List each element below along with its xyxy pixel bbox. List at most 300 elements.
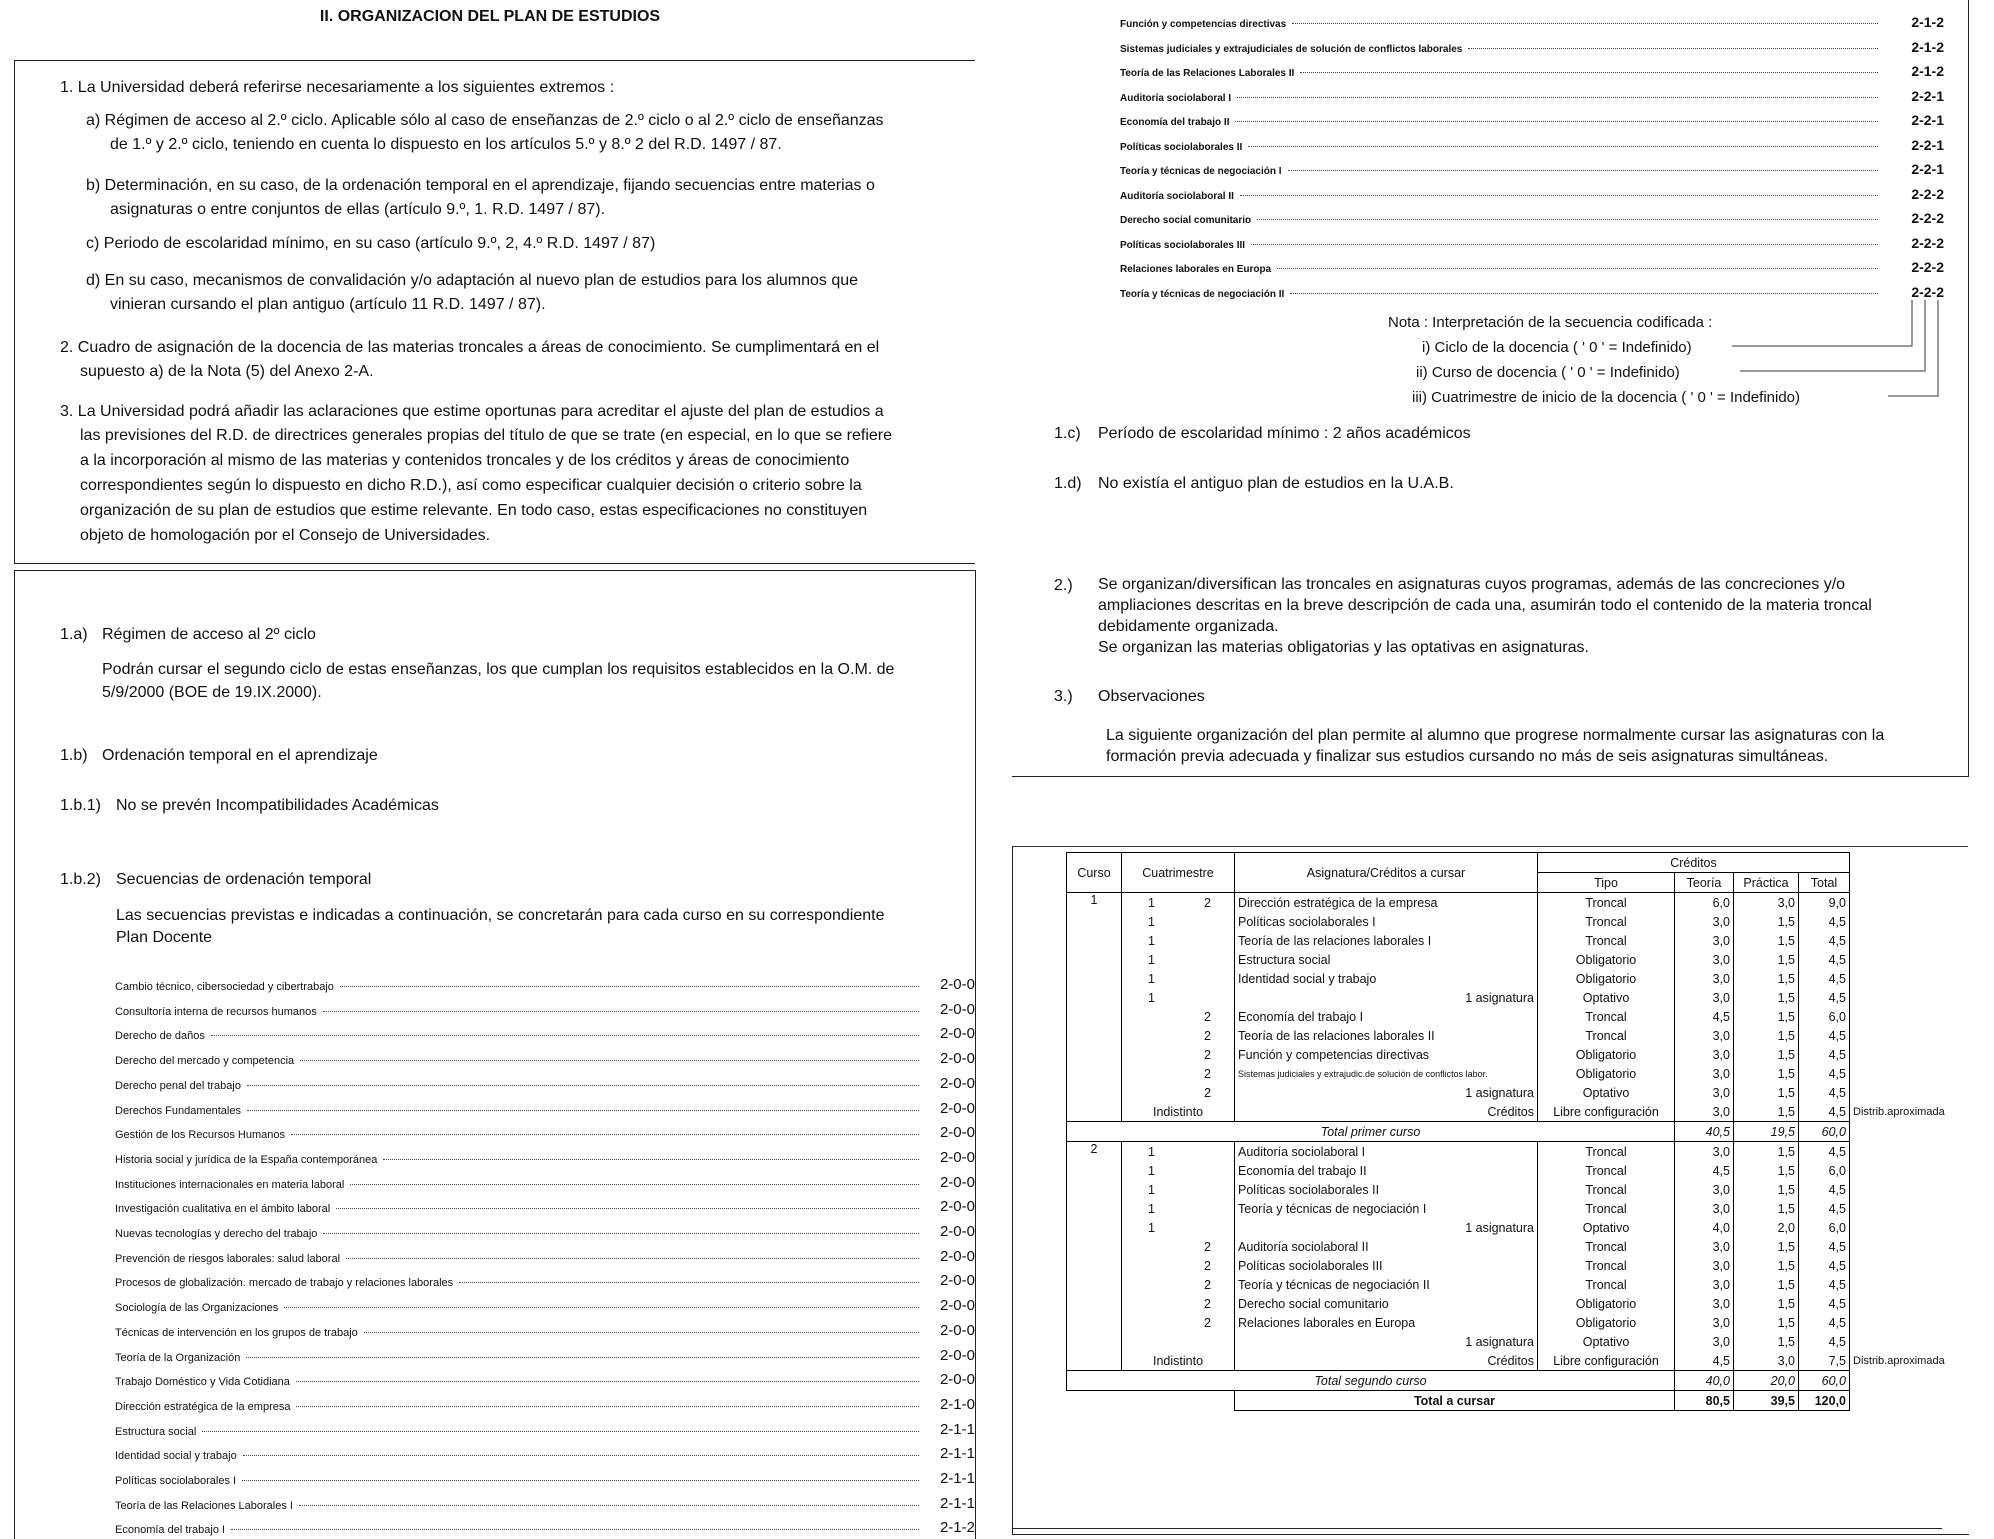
dot-leader — [383, 1159, 919, 1160]
table-row — [1067, 1161, 1949, 1180]
sequence-code: 2-0-0 — [939, 1223, 975, 1240]
asignatura-cell: Teoría de las relaciones laborales I — [1235, 931, 1538, 950]
sequence-row — [1120, 55, 1944, 79]
dot-leader — [1235, 121, 1878, 122]
curso-cell: 2 — [1067, 1142, 1122, 1371]
teoria-cell: 3,0 — [1675, 1142, 1734, 1162]
dot-leader — [323, 1011, 919, 1012]
practica-cell: 3,0 — [1734, 1351, 1799, 1371]
nota-ii: ii) Curso de docencia ( ' 0 ' = Indefinido) — [1416, 364, 1680, 381]
table-row — [1067, 1294, 1949, 1313]
header-curso: Curso — [1067, 853, 1122, 893]
s1b1-title: No se prevén Incompatibilidades Académicas — [116, 797, 439, 814]
sequence-name: Sistemas judiciales y extrajudiciales de solución de conflictos laborales — [1120, 43, 1463, 55]
cuatrimestre-cell: 2 — [1181, 1313, 1234, 1332]
item-1b-line2: asignaturas o entre conjuntos de ellas (artículo 9.º, 1. R.D. 1497 / 87). — [110, 201, 606, 218]
sequence-name: Economía del trabajo II — [1120, 117, 1230, 128]
teoria-cell: 3,0 — [1675, 1064, 1734, 1083]
total-cell: 4,5 — [1799, 988, 1850, 1007]
item-3-line5: organización de su plan de estudios que estime relevante. En todo caso, estas especificaciones no constituyen — [80, 502, 868, 519]
dot-leader — [1300, 72, 1878, 73]
practica-cell: 2,0 — [1734, 1218, 1799, 1237]
total-cell: 4,5 — [1799, 1045, 1850, 1064]
s1d-text: No existía el antiguo plan de estudios en la U.A.B. — [1098, 475, 1454, 492]
practica-cell: 1,5 — [1734, 1313, 1799, 1332]
cuatrimestre-cell: 1 — [1148, 1182, 1155, 1197]
practica-cell: 1,5 — [1734, 1083, 1799, 1102]
s3-line2: formación previa adecuada y finalizar sus estudios cursando no más de seis asignaturas simultáneas. — [1106, 748, 1829, 765]
practica-cell: 1,5 — [1734, 1237, 1799, 1256]
cuatrimestre-cell — [1122, 1294, 1182, 1313]
dot-leader — [346, 1258, 919, 1259]
sequence-name: Instituciones internacionales en materia laboral — [115, 1178, 345, 1191]
cuatrimestre-cell — [1122, 1083, 1182, 1102]
cuatrimestre-cell — [1122, 1313, 1182, 1332]
total-label: Total a cursar — [1235, 1391, 1675, 1411]
practica-cell: 1,5 — [1734, 1180, 1799, 1199]
total-cell: 4,5 — [1799, 1180, 1850, 1199]
total-cell: 4,5 — [1799, 1142, 1850, 1162]
sequence-row — [115, 1241, 975, 1265]
asignatura-cell: Teoría y técnicas de negociación I — [1235, 1199, 1538, 1218]
dot-leader — [1288, 170, 1878, 171]
sequence-code: 2-2-1 — [1911, 87, 1944, 104]
sequence-row — [115, 1488, 975, 1512]
total-cell: 4,5 — [1799, 1275, 1850, 1294]
sequence-code: 2-0-0 — [939, 1198, 975, 1216]
total-row — [1067, 1122, 1949, 1142]
sequence-code: 2-2-1 — [1911, 112, 1944, 128]
table-row — [1067, 1142, 1949, 1162]
header-cuatrimestre: Cuatrimestre — [1122, 853, 1235, 893]
cuatrimestre-cell: 1 — [1148, 971, 1155, 986]
sequence-row — [115, 1068, 975, 1092]
sequence-name: Derecho de daños — [115, 1030, 205, 1043]
dot-leader — [1277, 268, 1878, 269]
sequence-code: 2-1-1 — [939, 1420, 975, 1438]
nota-i: i) Ciclo de la docencia ( ' 0 ' = Indefinido) — [1422, 339, 1692, 356]
table-row — [1067, 1083, 1949, 1102]
total-cell: 4,5 — [1799, 1313, 1850, 1332]
sequence-name: Dirección estratégica de la empresa — [115, 1400, 291, 1413]
tipo-cell: Troncal — [1538, 1026, 1675, 1045]
teoria-cell: 3,0 — [1675, 988, 1734, 1007]
practica-cell: 1,5 — [1734, 1275, 1799, 1294]
asignatura-cell: Auditoría sociolaboral II — [1235, 1237, 1538, 1256]
practica-cell: 1,5 — [1734, 1332, 1799, 1351]
dot-leader — [340, 986, 919, 987]
sequence-code: 2-0-0 — [939, 1247, 975, 1265]
sequence-code: 2-0-0 — [939, 1025, 975, 1043]
cuatrimestre-cell: 2 — [1181, 1275, 1234, 1294]
total-cell: 9,0 — [1799, 893, 1850, 913]
practica-cell: 1,5 — [1734, 988, 1799, 1007]
header-teoria: Teoría — [1675, 873, 1734, 893]
total-cell: 4,5 — [1799, 931, 1850, 950]
item-1c: c) Periodo de escolaridad mínimo, en su caso (artículo 9.º, 2, 4.º R.D. 1497 / 87) — [86, 235, 656, 252]
credits-table — [1066, 852, 1949, 1411]
cuatrimestre-cell — [1122, 1256, 1182, 1275]
total-practica: 39,5 — [1734, 1391, 1799, 1411]
teoria-cell: 3,0 — [1675, 1294, 1734, 1313]
tipo-cell: Optativo — [1538, 1218, 1675, 1237]
s2-line1: Se organizan/diversifican las troncales en asignaturas cuyos programas, además de las concreciones y/o — [1098, 576, 1846, 593]
dot-leader — [1251, 244, 1878, 245]
sequence-name: Sociología de las Organizaciones — [115, 1302, 279, 1315]
sequence-name: Economía del trabajo I — [115, 1524, 226, 1537]
sequence-code: 2-1-2 — [1911, 63, 1944, 79]
cuatrimestre-cell: 2 — [1181, 893, 1234, 913]
dot-leader — [211, 1035, 919, 1036]
s1d-label: 1.d) — [1054, 475, 1082, 492]
teoria-cell: 4,5 — [1675, 1007, 1734, 1026]
sequence-name: Gestión de los Recursos Humanos — [115, 1129, 285, 1142]
asignatura-cell: Teoría y técnicas de negociación II — [1235, 1275, 1538, 1294]
sequence-code: 2-2-1 — [1911, 161, 1944, 177]
tipo-cell: Obligatorio — [1538, 1045, 1675, 1064]
dot-leader — [296, 1381, 919, 1382]
tipo-cell: Troncal — [1538, 1142, 1675, 1162]
tipo-cell: Optativo — [1538, 1083, 1675, 1102]
sequence-code: 2-1-0 — [939, 1395, 975, 1413]
sequence-row — [115, 1414, 975, 1438]
item-3-line6: objeto de homologación por el Consejo de Universidades. — [80, 527, 491, 544]
tipo-cell: Optativo — [1538, 988, 1675, 1007]
cuatrimestre-cell — [1122, 1064, 1182, 1083]
libre-configuracion-row — [1067, 1102, 1949, 1122]
cuatrimestre-cell — [1181, 950, 1234, 969]
asignatura-cell: Políticas sociolaborales II — [1235, 1180, 1538, 1199]
sequence-row — [1120, 31, 1944, 55]
table-row — [1067, 950, 1949, 969]
s1b-label: 1.b) — [60, 747, 88, 764]
distrib-note: Distrib.aproximada — [1853, 1105, 1945, 1118]
table-box-bottom-line — [1012, 1528, 1942, 1529]
sequence-name: Nuevas tecnologías y derecho del trabajo — [115, 1228, 318, 1240]
sequence-row — [115, 1018, 975, 1042]
sequence-name: Consultoría interna de recursos humanos — [115, 1005, 317, 1018]
s1a-label: 1.a) — [60, 626, 88, 643]
sequence-row — [1120, 6, 1944, 30]
sequence-name: Prevención de riesgos laborales: salud laboral — [115, 1252, 341, 1265]
header-tipo: Tipo — [1538, 873, 1675, 893]
table-row — [1067, 1313, 1949, 1332]
sequence-row — [115, 1389, 975, 1413]
cuatrimestre-cell — [1181, 988, 1234, 1007]
asignatura-cell: Sistemas judiciales y extrajudic.de solución de conflictos labor. — [1235, 1064, 1538, 1083]
dot-leader — [364, 1332, 919, 1333]
table-row — [1067, 931, 1949, 950]
total-cell: 6,0 — [1799, 1161, 1850, 1180]
total-row — [1067, 1391, 1949, 1411]
sequence-code: 2-1-1 — [939, 1445, 975, 1463]
indistinto-cell: Indistinto — [1122, 1102, 1235, 1122]
cuatrimestre-cell — [1122, 1045, 1182, 1064]
sequence-row — [115, 1117, 975, 1141]
sequence-code: 2-2-2 — [1911, 210, 1944, 226]
cuatrimestre-cell — [1181, 912, 1234, 931]
s1a-body1: Podrán cursar el segundo ciclo de estas enseñanzas, los que cumplan los requisitos establecidos en la O.M. de — [102, 661, 895, 678]
cuatrimestre-cell — [1181, 1199, 1234, 1218]
indistinto-cell: Indistinto — [1122, 1351, 1235, 1371]
dot-leader — [1240, 195, 1878, 196]
total-cell: 4,5 — [1799, 950, 1850, 969]
tipo-cell: Troncal — [1538, 1007, 1675, 1026]
dot-leader — [299, 1505, 919, 1506]
s1c-text: Período de escolaridad mínimo : 2 años académicos — [1098, 425, 1471, 442]
sequence-row — [115, 1216, 975, 1240]
table-row — [1067, 1064, 1949, 1083]
page-title: II. ORGANIZACION DEL PLAN DE ESTUDIOS — [319, 8, 661, 25]
cuatrimestre-cell: 2 — [1181, 1256, 1234, 1275]
nota-iii: iii) Cuatrimestre de inicio de la docencia ( ' 0 ' = Indefinido) — [1412, 389, 1801, 406]
tipo-cell: Obligatorio — [1538, 1064, 1675, 1083]
cuatrimestre-cell — [1181, 1218, 1234, 1237]
teoria-cell: 3,0 — [1675, 1026, 1734, 1045]
sequence-row — [1120, 153, 1944, 177]
sequence-row — [115, 1315, 975, 1339]
cuatrimestre-cell — [1122, 1237, 1182, 1256]
teoria-cell: 3,0 — [1675, 1237, 1734, 1256]
dot-leader — [459, 1282, 919, 1283]
total-cell: 4,5 — [1799, 1026, 1850, 1045]
asignatura-cell: Créditos — [1235, 1351, 1538, 1371]
item-3-line3: a la incorporación al mismo de las materias y contenidos troncales y de los créditos y áreas de conocimiento — [80, 452, 850, 469]
teoria-cell: 6,0 — [1675, 893, 1734, 913]
teoria-cell: 3,0 — [1675, 1045, 1734, 1064]
asignatura-cell: Derecho social comunitario — [1235, 1294, 1538, 1313]
sequence-name: Función y competencias directivas — [1120, 19, 1287, 30]
nota-title: Nota : Interpretación de la secuencia codificada : — [1388, 314, 1713, 331]
cuatrimestre-cell: 1 — [1148, 1220, 1155, 1235]
table-row — [1067, 893, 1949, 913]
cuatrimestre-cell — [1122, 1007, 1182, 1026]
total-teoria: 40,0 — [1675, 1371, 1734, 1391]
cuatrimestre-cell — [1181, 969, 1234, 988]
tipo-cell: Troncal — [1538, 1237, 1675, 1256]
sequence-code: 2-0-0 — [939, 1272, 975, 1290]
practica-cell: 1,5 — [1734, 931, 1799, 950]
dot-leader — [247, 1110, 919, 1111]
sequence-code: 2-0-0 — [939, 1148, 975, 1166]
cuatrimestre-cell: 2 — [1181, 1237, 1234, 1256]
item-1d-line2: vinieran cursando el plan antiguo (artículo 11 R.D. 1497 / 87). — [110, 296, 546, 313]
dot-leader — [284, 1307, 919, 1308]
dot-leader — [242, 1480, 919, 1481]
dot-leader — [1292, 23, 1878, 24]
practica-cell: 1,5 — [1734, 1026, 1799, 1045]
cuatrimestre-cell — [1122, 1275, 1182, 1294]
total-cell: 7,5 — [1799, 1351, 1850, 1371]
sequence-row — [1120, 129, 1944, 153]
sequence-row — [115, 1438, 975, 1462]
sequence-code: 2-1-2 — [1911, 14, 1944, 30]
practica-cell: 1,5 — [1734, 1007, 1799, 1026]
asignatura-cell: Estructura social — [1235, 950, 1538, 969]
table-row — [1067, 1026, 1949, 1045]
dot-leader — [291, 1134, 919, 1135]
s2-line2: ampliaciones descritas en la breve descripción de cada una, asumirán todo el contenido de la materia troncal — [1098, 597, 1872, 614]
s2-line4: Se organizan las materias obligatorias y las optativas en asignaturas. — [1098, 639, 1589, 656]
cuatrimestre-cell — [1122, 1332, 1182, 1351]
table-row — [1067, 1045, 1949, 1064]
table-row — [1067, 1218, 1949, 1237]
s1b1-label: 1.b.1) — [60, 797, 101, 814]
practica-cell: 1,5 — [1734, 1102, 1799, 1122]
sequence-row — [1120, 104, 1944, 128]
table-row — [1067, 912, 1949, 931]
tipo-cell: Optativo — [1538, 1332, 1675, 1351]
table-row — [1067, 969, 1949, 988]
cuatrimestre-cell: 1 — [1148, 952, 1155, 967]
cuatrimestre-cell: 1 — [1148, 990, 1155, 1005]
cuatrimestre-cell: 2 — [1181, 1294, 1234, 1313]
item-1a-line2: de 1.º y 2.º ciclo, teniendo en cuenta lo dispuesto en los artículos 5.º y 8.º 2 del R.D. 1497 / 87. — [110, 136, 782, 153]
tipo-cell: Obligatorio — [1538, 969, 1675, 988]
total-cell: 4,5 — [1799, 1064, 1850, 1083]
sequence-name: Derecho penal del trabajo — [115, 1079, 241, 1092]
cuatrimestre-cell — [1122, 1026, 1182, 1045]
sequence-name: Investigación cualitativa en el ámbito laboral — [115, 1203, 331, 1216]
libre-configuracion-row — [1067, 1351, 1949, 1371]
dot-leader — [202, 1431, 919, 1432]
practica-cell: 1,5 — [1734, 1064, 1799, 1083]
teoria-cell: 3,0 — [1675, 1199, 1734, 1218]
practica-cell: 1,5 — [1734, 950, 1799, 969]
item-2-line2: supuesto a) de la Nota (5) del Anexo 2-A. — [80, 363, 374, 380]
tipo-cell: Troncal — [1538, 1256, 1675, 1275]
sequence-name: Técnicas de intervención en los grupos de trabajo — [115, 1326, 358, 1339]
sequence-name: Identidad social y trabajo — [115, 1450, 237, 1463]
header-creditos: Créditos — [1538, 853, 1850, 873]
sequence-code: 2-1-2 — [939, 1519, 975, 1537]
total-teoria: 40,5 — [1675, 1122, 1734, 1142]
table-row — [1067, 1180, 1949, 1199]
item-1a-line1: a) Régimen de acceso al 2.º ciclo. Aplicable sólo al caso de enseñanzas de 2.º ciclo o al 2.º ciclo de enseñanzas — [86, 112, 884, 129]
asignatura-cell: Auditoría sociolaboral I — [1235, 1142, 1538, 1162]
teoria-cell: 3,0 — [1675, 1332, 1734, 1351]
sequence-name: Relaciones laborales en Europa — [1120, 264, 1272, 275]
sequence-row — [115, 1265, 975, 1289]
total-total: 120,0 — [1799, 1391, 1850, 1411]
sequence-row — [115, 1093, 975, 1117]
cuatrimestre-cell: 2 — [1181, 1026, 1234, 1045]
dot-leader — [231, 1529, 919, 1530]
table-row — [1067, 1332, 1949, 1351]
s3-label: 3.) — [1054, 688, 1073, 705]
sequence-name: Procesos de globalización. mercado de trabajo y relaciones laborales — [115, 1277, 454, 1290]
dot-leader — [323, 1233, 919, 1234]
practica-cell: 1,5 — [1734, 1142, 1799, 1162]
table-row — [1067, 1256, 1949, 1275]
cuatrimestre-cell — [1181, 1332, 1234, 1351]
tipo-cell: Troncal — [1538, 931, 1675, 950]
s3-title: Observaciones — [1098, 688, 1205, 705]
table-row — [1067, 1007, 1949, 1026]
sequence-name: Cambio técnico, cibersociedad y cibertrabajo — [115, 981, 334, 993]
sequence-row — [115, 1364, 975, 1388]
header-practica: Práctica — [1734, 873, 1799, 893]
total-total: 60,0 — [1799, 1371, 1850, 1391]
cuatrimestre-cell: 1 — [1148, 1201, 1155, 1216]
table-row — [1067, 1275, 1949, 1294]
total-cell: 4,5 — [1799, 1256, 1850, 1275]
total-label: Total primer curso — [1067, 1122, 1675, 1142]
asignatura-cell: 1 asignatura — [1235, 1332, 1538, 1351]
header-asignatura: Asignatura/Créditos a cursar — [1235, 853, 1538, 893]
practica-cell: 1,5 — [1734, 1161, 1799, 1180]
sequence-code: 2-0-0 — [939, 1124, 975, 1142]
table-row — [1067, 1237, 1949, 1256]
tipo-cell: Troncal — [1538, 1199, 1675, 1218]
practica-cell: 1,5 — [1734, 1045, 1799, 1064]
total-cell: 4,5 — [1799, 1332, 1850, 1351]
s1b2-body1: Las secuencias previstas e indicadas a continuación, se concretarán para cada curso en su correspondiente — [116, 907, 885, 924]
dot-leader — [1237, 97, 1878, 98]
teoria-cell: 4,0 — [1675, 1218, 1734, 1237]
sequence-code: 2-0-0 — [939, 1371, 975, 1389]
total-cell: 4,5 — [1799, 912, 1850, 931]
sequence-row — [115, 1043, 975, 1067]
cuatrimestre-cell: 2 — [1181, 1083, 1234, 1102]
teoria-cell: 3,0 — [1675, 1313, 1734, 1332]
sequence-code: 2-2-1 — [1911, 136, 1944, 153]
cuatrimestre-cell: 1 — [1148, 914, 1155, 929]
item-3-line2: las previsiones del R.D. de directrices generales propias del título de que se trate (en especial, en lo que se refiere — [80, 427, 893, 444]
dot-leader — [247, 1085, 919, 1086]
tipo-cell: Troncal — [1538, 1161, 1675, 1180]
sequence-code: 2-0-0 — [939, 976, 975, 993]
sequence-name: Políticas sociolaborales I — [115, 1475, 237, 1487]
teoria-cell: 3,0 — [1675, 1256, 1734, 1275]
s3-line1: La siguiente organización del plan permite al alumno que progrese normalmente cursar las asignaturas con la — [1106, 727, 1885, 744]
sequence-row — [115, 1167, 975, 1191]
total-cell: 4,5 — [1799, 1199, 1850, 1218]
sequence-name: Derecho social comunitario — [1120, 215, 1252, 226]
sequence-name: Teoría de las Relaciones Laborales II — [1120, 68, 1295, 79]
asignatura-cell: 1 asignatura — [1235, 1083, 1538, 1102]
sequence-code: 2-0-0 — [939, 1050, 975, 1068]
asignatura-cell: Relaciones laborales en Europa — [1235, 1313, 1538, 1332]
asignatura-cell: Identidad social y trabajo — [1235, 969, 1538, 988]
sequence-code: 2-1-1 — [939, 1494, 975, 1512]
sequence-code: 2-1-2 — [1911, 38, 1944, 55]
item-1: 1. La Universidad deberá referirse necesariamente a los siguientes extremos : — [60, 79, 615, 96]
s1b-title: Ordenación temporal en el aprendizaje — [102, 747, 378, 764]
sequence-name: Historia social y jurídica de la España contemporánea — [115, 1153, 378, 1166]
sequence-name: Teoría de las Relaciones Laborales I — [115, 1499, 293, 1512]
teoria-cell: 3,0 — [1675, 1083, 1734, 1102]
asignatura-cell: Políticas sociolaborales I — [1235, 912, 1538, 931]
asignatura-cell: Dirección estratégica de la empresa — [1235, 893, 1538, 913]
sequence-name: Teoría de la Organización — [115, 1351, 241, 1364]
distrib-note: Distrib.aproximada — [1853, 1354, 1945, 1367]
s2-line3: debidamente organizada. — [1098, 618, 1279, 635]
sequence-row — [115, 994, 975, 1018]
item-3-line1: 3. La Universidad podrá añadir las aclaraciones que estime oportunas para acreditar el ajuste del plan de estudios a — [60, 403, 884, 420]
total-total: 60,0 — [1799, 1122, 1850, 1142]
sequence-name: Derechos Fundamentales — [115, 1104, 241, 1117]
cuatrimestre-cell: 1 — [1122, 1142, 1182, 1162]
asignatura-cell: 1 asignatura — [1235, 1218, 1538, 1237]
teoria-cell: 3,0 — [1675, 969, 1734, 988]
total-cell: 4,5 — [1799, 1102, 1850, 1122]
sequence-name: Teoría y técnicas de negociación II — [1120, 288, 1285, 300]
dot-leader — [1248, 146, 1878, 147]
total-teoria: 80,5 — [1675, 1391, 1734, 1411]
sequence-row — [1120, 227, 1944, 251]
practica-cell: 1,5 — [1734, 912, 1799, 931]
